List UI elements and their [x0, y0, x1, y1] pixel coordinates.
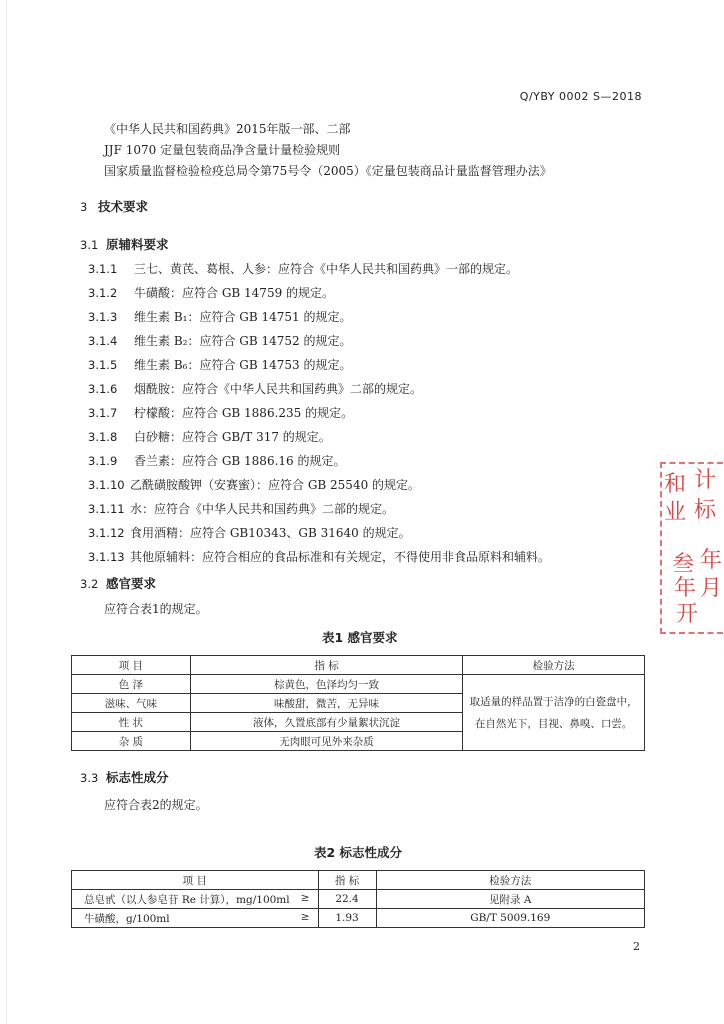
table-cell: 液体，久置底部有少量絮状沉淀 — [190, 713, 463, 732]
list-item: 3.1.2 牛磺酸：应符合 GB 14759 的规定。 — [88, 286, 335, 300]
stamp-char: 年 — [700, 548, 723, 573]
table-row — [72, 909, 645, 928]
column-header: 项 目 — [72, 656, 191, 675]
list-item: 3.1.10 乙酰磺胺酸钾（安赛蜜）：应符合 GB 25540 的规定。 — [88, 478, 421, 492]
table-cell: 1.93 — [318, 909, 376, 928]
table-cell: 味酸甜，微苦，无异味 — [190, 694, 463, 713]
section-heading-3-2: 3.2 感官要求 — [80, 576, 157, 591]
stamp-char: 开 — [676, 602, 699, 627]
list-item: 3.1.13 其他原辅料：应符合相应的食品标准和有关规定，不得使用非食品原料和辅料。 — [88, 550, 551, 564]
section-heading-3-3: 3.3 标志性成分 — [80, 770, 169, 785]
red-seal-stamp — [650, 462, 724, 634]
paragraph: 应符合表2的规定。 — [104, 798, 208, 812]
column-header: 检验方法 — [376, 871, 645, 890]
reference-line: JJF 1070 定量包装商品净含量计量检验规则 — [104, 143, 341, 157]
stamp-char: 计 — [694, 468, 717, 493]
list-item: 3.1.8 白砂糖：应符合 GB/T 317 的规定。 — [88, 430, 331, 444]
stamp-char: 和 — [664, 472, 687, 497]
method-line: 在自然光下，目视、鼻嗅、口尝。 — [474, 717, 633, 730]
column-header: 检验方法 — [463, 656, 645, 675]
stamp-char: 业 — [664, 500, 687, 525]
table-cell: 性 状 — [72, 713, 191, 732]
list-item: 3.1.11 水：应符合《中华人民共和国药典》二部的规定。 — [88, 502, 395, 516]
table-header-row — [72, 656, 645, 675]
reference-line: 国家质量监督检验检疫总局令第75号令（2005）《定量包装商品计量监督管理办法》 — [104, 164, 552, 178]
table-cell: 棕黄色，色泽均匀一致 — [190, 675, 463, 694]
column-header: 项 目 — [72, 871, 319, 890]
list-item: 3.1.4 维生素 B₂：应符合 GB 14752 的规定。 — [88, 334, 352, 348]
marker-component-table — [71, 870, 645, 928]
table-header-row — [72, 871, 645, 890]
comparison-operator: ≥ — [300, 891, 310, 904]
table-cell: 见附录 A — [376, 890, 645, 909]
table-cell — [72, 909, 319, 928]
table-cell: GB/T 5009.169 — [376, 909, 645, 928]
column-header: 指 标 — [190, 656, 463, 675]
stamp-char: 月 — [700, 576, 723, 601]
table-row — [72, 890, 645, 909]
table-cell: 色 泽 — [72, 675, 191, 694]
list-item: 3.1.3 维生素 B₁：应符合 GB 14751 的规定。 — [88, 310, 352, 324]
section-heading-3-1: 3.1 原辅料要求 — [80, 237, 169, 252]
paragraph: 应符合表1的规定。 — [104, 602, 208, 616]
column-header: 指 标 — [318, 871, 376, 890]
section-heading-3: 3 技术要求 — [80, 199, 149, 214]
table-caption: 表1 感官要求 — [322, 630, 398, 645]
list-item: 3.1.12 食用酒精：应符合 GB10343、GB 31640 的规定。 — [88, 526, 411, 540]
list-item: 3.1.6 烟酰胺：应符合《中华人民共和国药典》二部的规定。 — [88, 382, 423, 396]
stamp-char: 叁 — [672, 552, 695, 577]
list-item: 3.1.9 香兰素：应符合 GB 1886.16 的规定。 — [88, 454, 346, 468]
method-line: 取适量的样品置于洁净的白瓷盘中， — [469, 695, 638, 708]
binding-edge — [6, 0, 7, 1024]
reference-line: 《中华人民共和国药典》2015年版一部、二部 — [104, 122, 351, 136]
table-row — [72, 675, 645, 694]
stamp-char: 标 — [694, 498, 717, 523]
table-cell: 无肉眼可见外来杂质 — [190, 732, 463, 751]
table-cell: 滋味、气味 — [72, 694, 191, 713]
comparison-operator: ≥ — [300, 910, 310, 923]
table-caption: 表2 标志性成分 — [314, 845, 403, 860]
table-cell: 22.4 — [318, 890, 376, 909]
stamp-char: 年 — [674, 576, 697, 601]
item-label: 牛磺酸，g/100ml — [84, 912, 170, 925]
list-item: 3.1.7 柠檬酸：应符合 GB 1886.235 的规定。 — [88, 406, 354, 420]
list-item: 3.1.5 维生素 B₆：应符合 GB 14753 的规定。 — [88, 358, 352, 372]
table-cell: 杂 质 — [72, 732, 191, 751]
item-label: 总皂甙（以人参皂苷 Re 计算），mg/100ml — [84, 893, 290, 906]
method-cell — [463, 675, 645, 751]
table-cell — [72, 890, 319, 909]
list-item: 3.1.1 三七、黄芪、葛根、人参：应符合《中华人民共和国药典》一部的规定。 — [88, 262, 519, 276]
sensory-table — [71, 655, 645, 751]
page-number: 2 — [633, 940, 640, 953]
doc-code: Q/YBY 0002 S—2018 — [519, 90, 642, 103]
